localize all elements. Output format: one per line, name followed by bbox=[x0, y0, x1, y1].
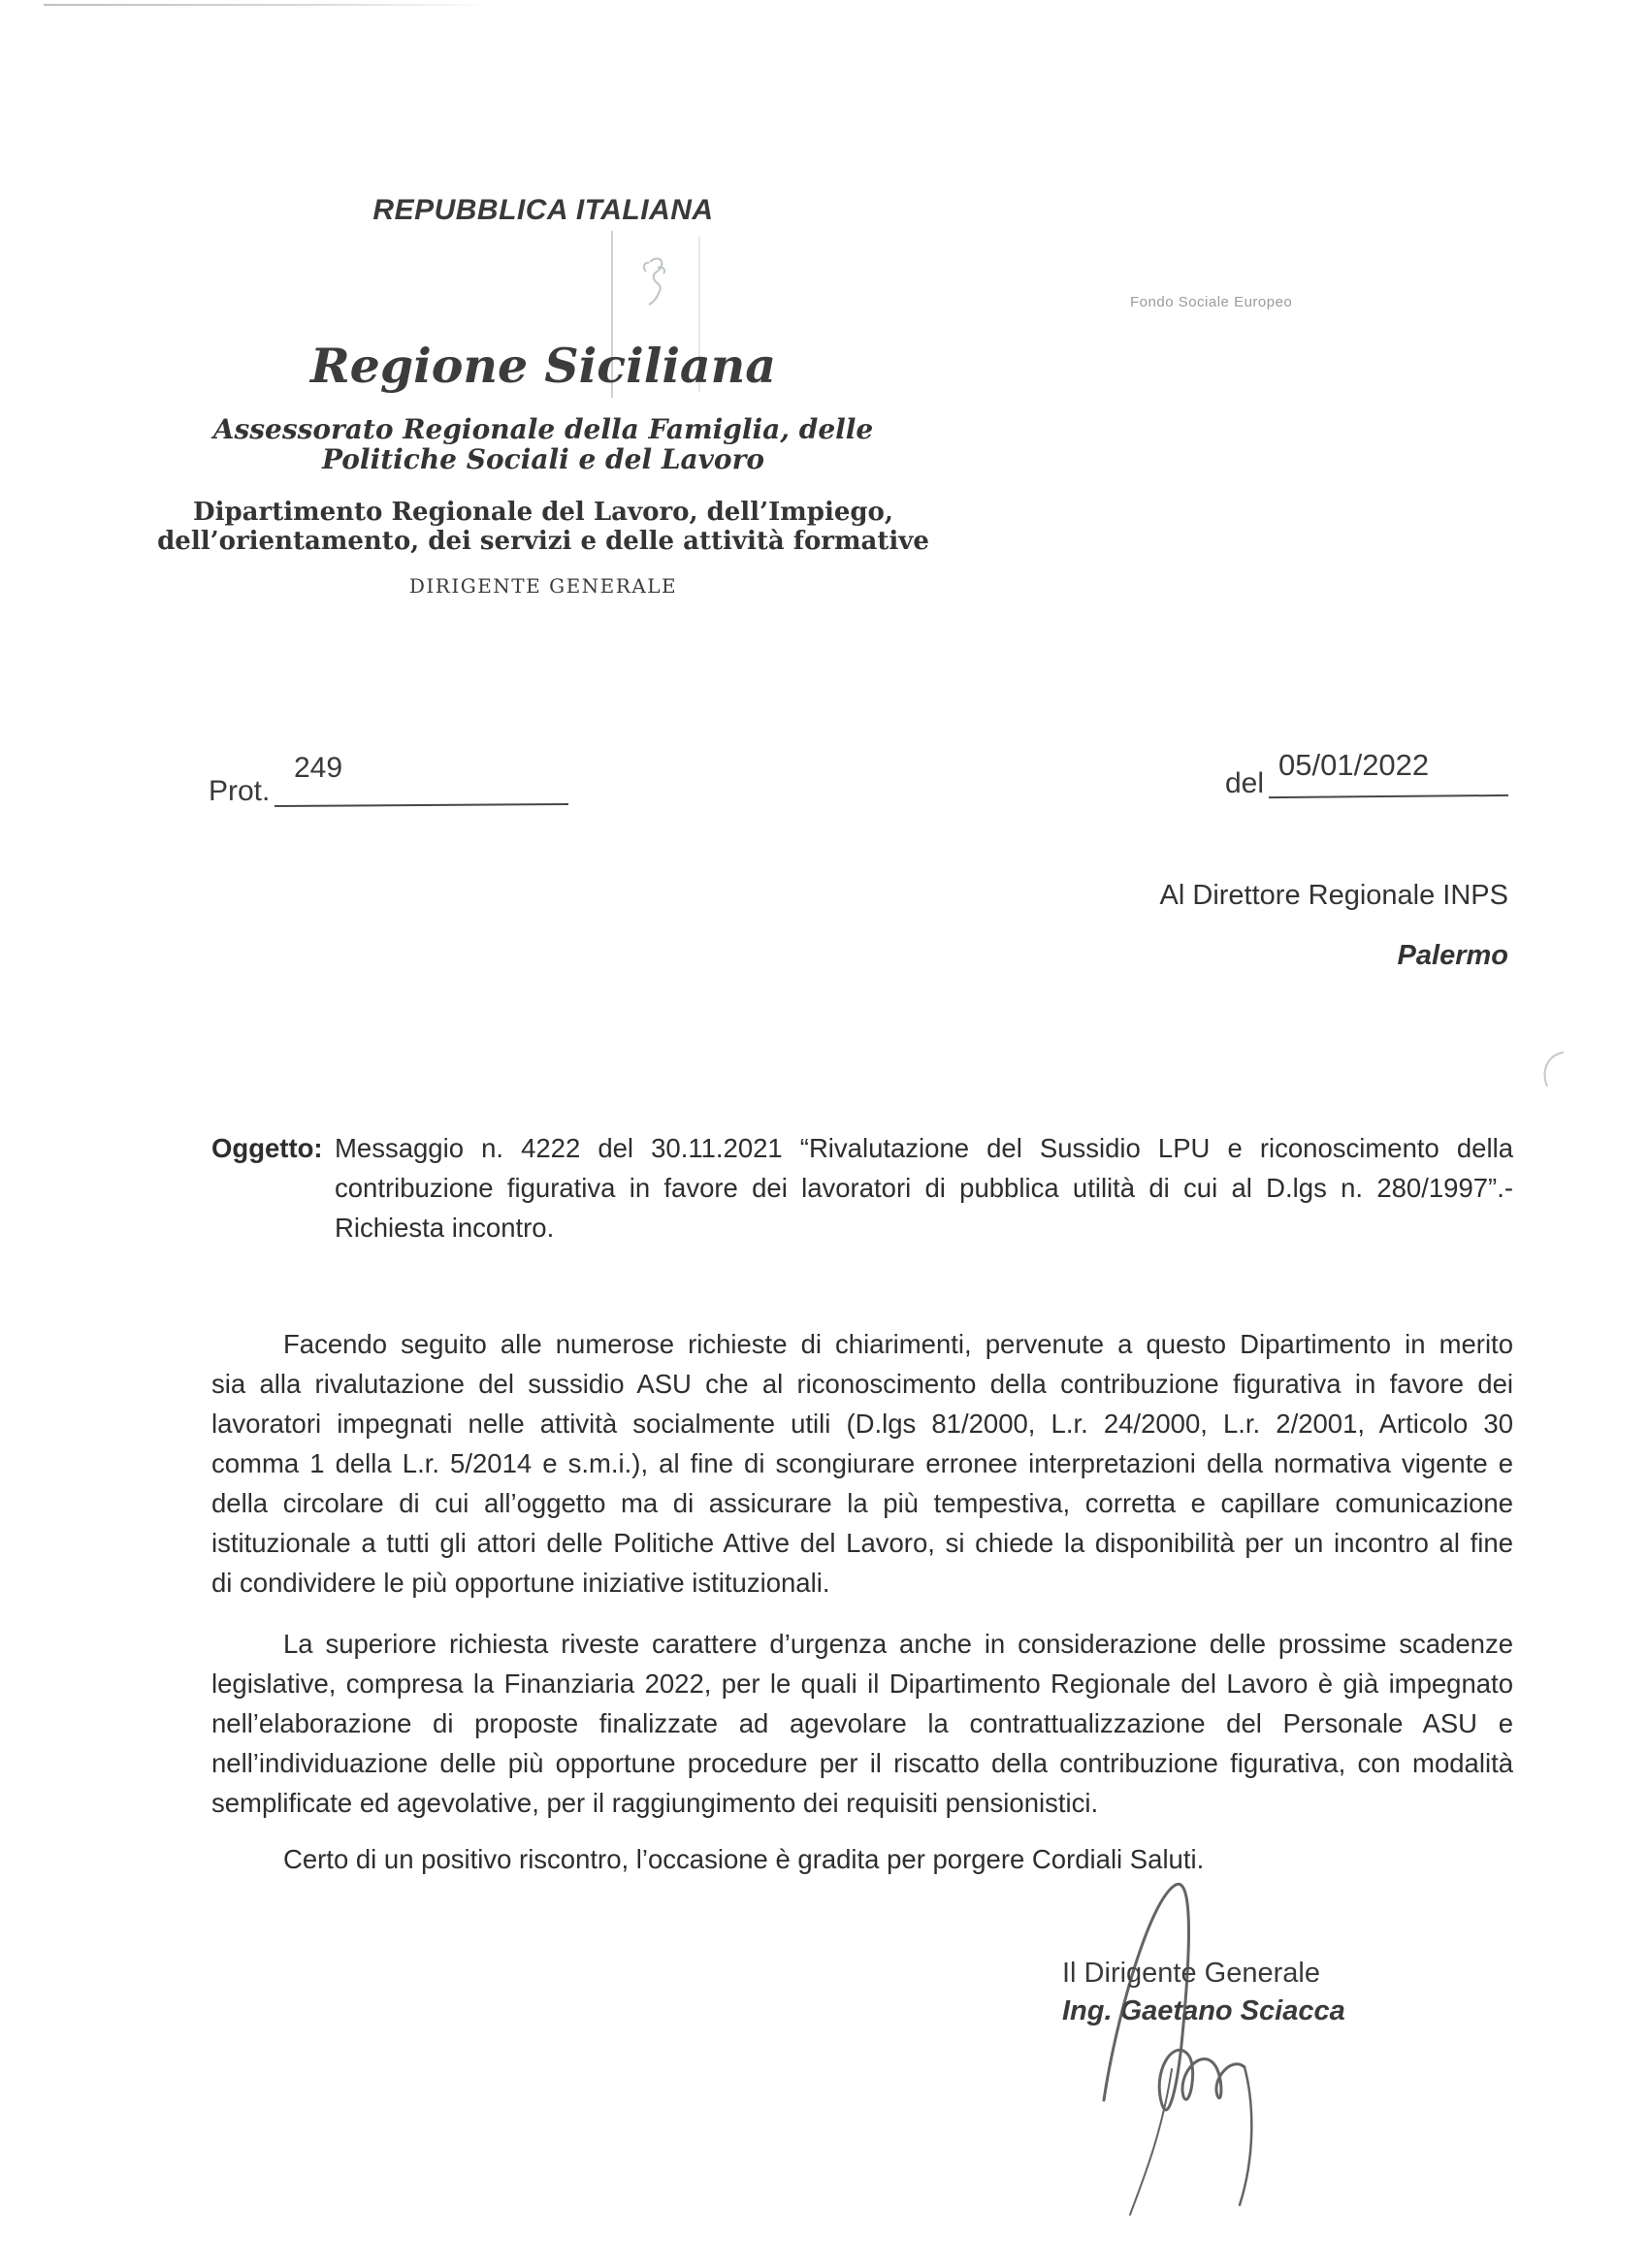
body-line: comma 1 della L.r. 5/2014 e s.m.i.), al fine di scongiurare erronee interpretazioni della normativa vigente e bbox=[211, 1448, 1513, 1478]
body-paragraph-1 bbox=[211, 1324, 1513, 1603]
recipient-city: Palermo bbox=[1397, 940, 1508, 971]
body-line: istituzionale a tutti gli attori delle Politiche Attive del Lavoro, si chiede la disponibilità per un incontro al fine bbox=[211, 1528, 1513, 1558]
body-line: sia alla rivalutazione del sussidio ASU che al riconoscimento della contribuzione figurativa in favore dei bbox=[211, 1369, 1513, 1399]
closing-line: Certo di un positivo riscontro, l’occasione è gradita per porgere Cordiali Saluti. bbox=[283, 1844, 1205, 1874]
body-line: della circolare di cui all’oggetto ma di assicurare la più tempestiva, corretta e capillare comunicazione bbox=[211, 1488, 1513, 1518]
signature-title: Il Dirigente Generale bbox=[1062, 1958, 1320, 1989]
stray-pen-mark bbox=[1537, 1048, 1586, 1091]
dirigente-generale-label: DIRIGENTE GENERALE bbox=[408, 574, 678, 598]
assessorato-line2: Politiche Sociali e del Lavoro bbox=[321, 443, 765, 475]
date-label: del bbox=[1225, 767, 1265, 799]
region-name-script: Regione Siciliana bbox=[309, 338, 777, 394]
fondo-sociale-europeo-label: Fondo Sociale Europeo bbox=[1130, 294, 1293, 310]
body-line: di condividere le più opportune iniziative istituzionali. bbox=[211, 1568, 830, 1598]
date-value: 05/01/2022 bbox=[1278, 748, 1430, 782]
dipartimento-title bbox=[116, 498, 970, 556]
closing-paragraph bbox=[211, 1839, 1513, 1879]
subject-line: Richiesta incontro. bbox=[335, 1213, 555, 1243]
body-line: semplificate ed agevolative, per il raggiungimento dei requisiti pensionistici. bbox=[211, 1788, 1099, 1818]
subject-first-line bbox=[211, 1128, 1513, 1168]
dipartimento-line1: Dipartimento Regionale del Lavoro, dell’Impiego, bbox=[193, 498, 893, 527]
prot-underline bbox=[275, 803, 568, 807]
subject-line: contribuzione figurativa in favore dei lavoratori di pubblica utilità di cui al D.lgs n. 280/1997”.- bbox=[335, 1173, 1513, 1203]
body-line: La superiore richiesta riveste carattere d’urgenza anche in considerazione delle prossime scadenze bbox=[283, 1629, 1513, 1659]
body-line: legislative, compresa la Finanziaria 2022, per le quali il Dipartimento Regionale del Lavoro è già impegnato bbox=[211, 1669, 1513, 1699]
body-line: nell’individuazione delle più opportune procedure per il riscatto della contribuzione figurativa, con modalità bbox=[211, 1748, 1513, 1778]
body-line: lavoratori impegnati nelle attività socialmente utili (D.lgs 81/2000, L.r. 24/2000, L.r. 2/2001, Articolo 30 bbox=[211, 1409, 1513, 1439]
handwritten-signature bbox=[1048, 1875, 1319, 2224]
prot-number: 249 bbox=[294, 752, 343, 784]
body-paragraph-2 bbox=[211, 1624, 1513, 1823]
assessorato-title bbox=[116, 414, 970, 474]
republic-title: REPUBBLICA ITALIANA bbox=[372, 194, 714, 226]
subject-label: Oggetto: bbox=[211, 1133, 323, 1163]
dipartimento-line2: dell’orientamento, dei servizi e delle attività formative bbox=[157, 527, 929, 556]
body-line: Facendo seguito alle numerose richieste di chiarimenti, pervenute a questo Dipartimento in merito bbox=[283, 1329, 1513, 1359]
subject-line: Messaggio n. 4222 del 30.11.2021 “Rivalutazione del Sussidio LPU e riconoscimento della bbox=[335, 1133, 1513, 1163]
prot-label: Prot. bbox=[209, 775, 271, 807]
signature-name: Ing. Gaetano Sciacca bbox=[1062, 1995, 1345, 2026]
body-line: nell’elaborazione di proposte finalizzate ad agevolare la contrattualizzazione del Personale ASU e bbox=[211, 1708, 1513, 1738]
scan-artifact-line bbox=[44, 4, 495, 6]
subject-block bbox=[211, 1128, 1513, 1247]
faded-emblem-icon bbox=[630, 248, 681, 310]
recipient-line: Al Direttore Regionale INPS bbox=[1159, 880, 1508, 911]
assessorato-line1: Assessorato Regionale della Famiglia, delle bbox=[212, 413, 874, 445]
date-underline bbox=[1269, 794, 1508, 798]
